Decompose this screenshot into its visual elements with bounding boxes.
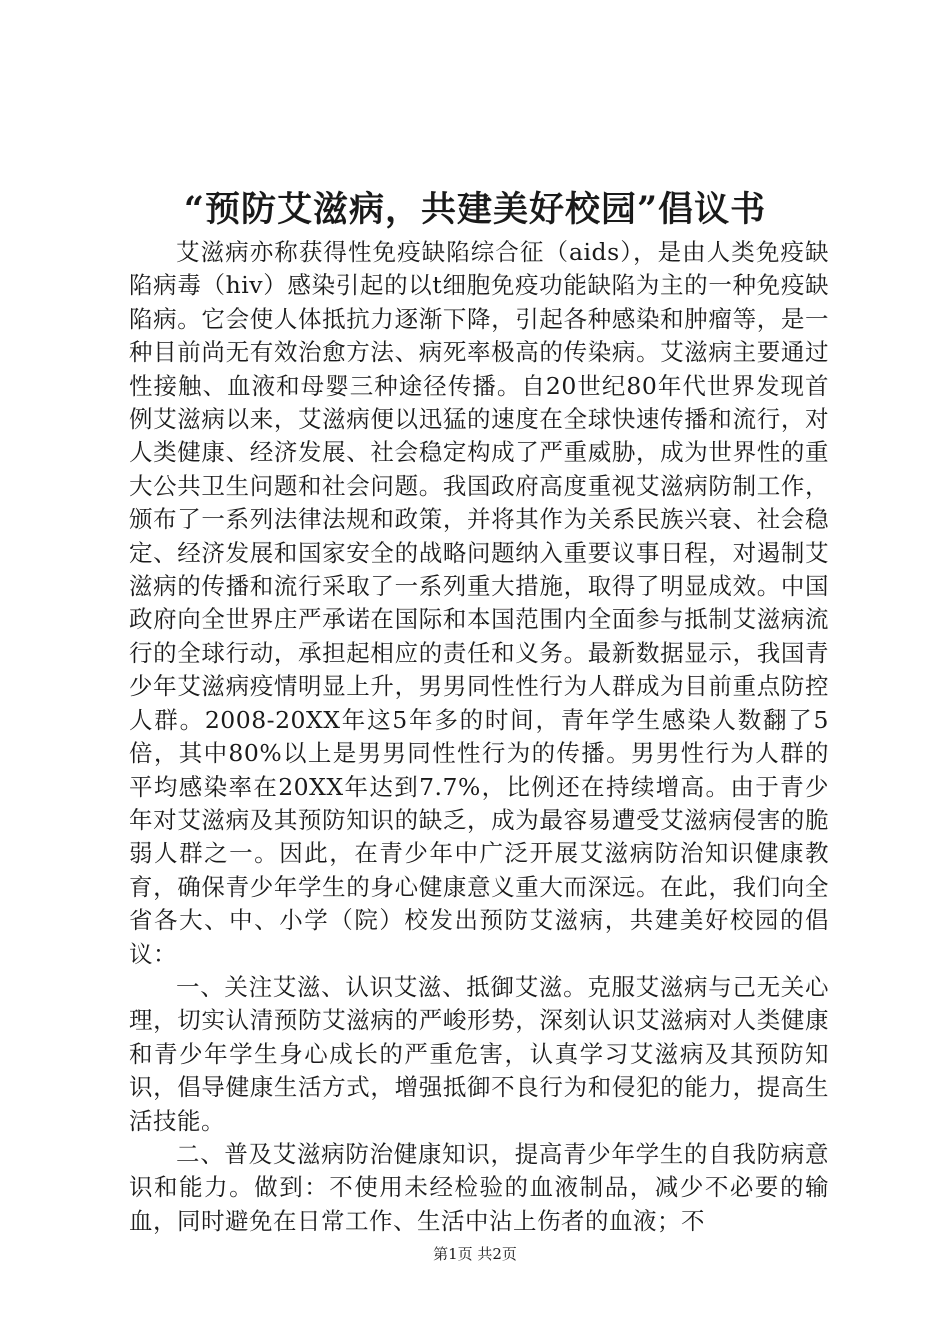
paragraph-item-2: 二、普及艾滋病防治健康知识，提高青少年学生的自我防病意识和能力。做到：不使用未经检验的血液制品，减少不必要的输血，同时避免在日常工作、生活中沾上伤者的血液；不: [129, 1139, 829, 1235]
document-body: [129, 236, 829, 1238]
page-footer: 第1页 共2页: [433, 1245, 517, 1263]
document-title: “预防艾滋病，共建美好校园”倡议书: [183, 189, 767, 230]
paragraph-intro: 艾滋病亦称获得性免疫缺陷综合征（aids），是由人类免疫缺陷病毒（hiv）感染引起的以t细胞免疫功能缺陷为主的一种免疫缺陷病。它会使人体抵抗力逐渐下降，引起各种感染和肿瘤等，是一种目前尚无有效治愈方法、病死率极高的传染病。艾滋病主要通过性接触、血液和母婴三种途径传播。自20世纪80年代世界发现首例艾滋病以来，艾滋病便以迅猛的速度在全球快速传播和流行，对人类健康、经济发展、社会稳定构成了严重威胁，成为世界性的重大公共卫生问题和社会问题。我国政府高度重视艾滋病防制工作，颁布了一系列法律法规和政策，并将其作为关系民族兴衰、社会稳定、经济发展和国家安全的战略问题纳入重要议事日程，对遏制艾滋病的传播和流行采取了一系列重大措施，取得了明显成效。中国政府向全世界庄严承诺在国际和本国范围内全面参与抵制艾滋病流行的全球行动，承担起相应的责任和义务。最新数据显示，我国青少年艾滋病疫情明显上升，男男同性性行为人群成为目前重点防控人群。2008-20XX年这5年多的时间，青年学生感染人数翻了5倍，其中80%以上是男男同性性行为的传播。男男性行为人群的平均感染率在20XX年达到7.7%，比例还在持续增高。由于青少年对艾滋病及其预防知识的缺乏，成为最容易遭受艾滋病侵害的脆弱人群之一。因此，在青少年中广泛开展艾滋病防治知识健康教育，确保青少年学生的身心健康意义重大而深远。在此，我们向全省各大、中、小学（院）校发出预防艾滋病，共建美好校园的倡议：: [129, 238, 829, 968]
paragraph-item-1: 一、关注艾滋、认识艾滋、抵御艾滋。克服艾滋病与己无关心理，切实认清预防艾滋病的严峻形势，深刻认识艾滋病对人类健康和青少年学生身心成长的严重危害，认真学习艾滋病及其预防知识，倡导健康生活方式，增强抵御不良行为和侵犯的能力，提高生活技能。: [129, 972, 829, 1135]
